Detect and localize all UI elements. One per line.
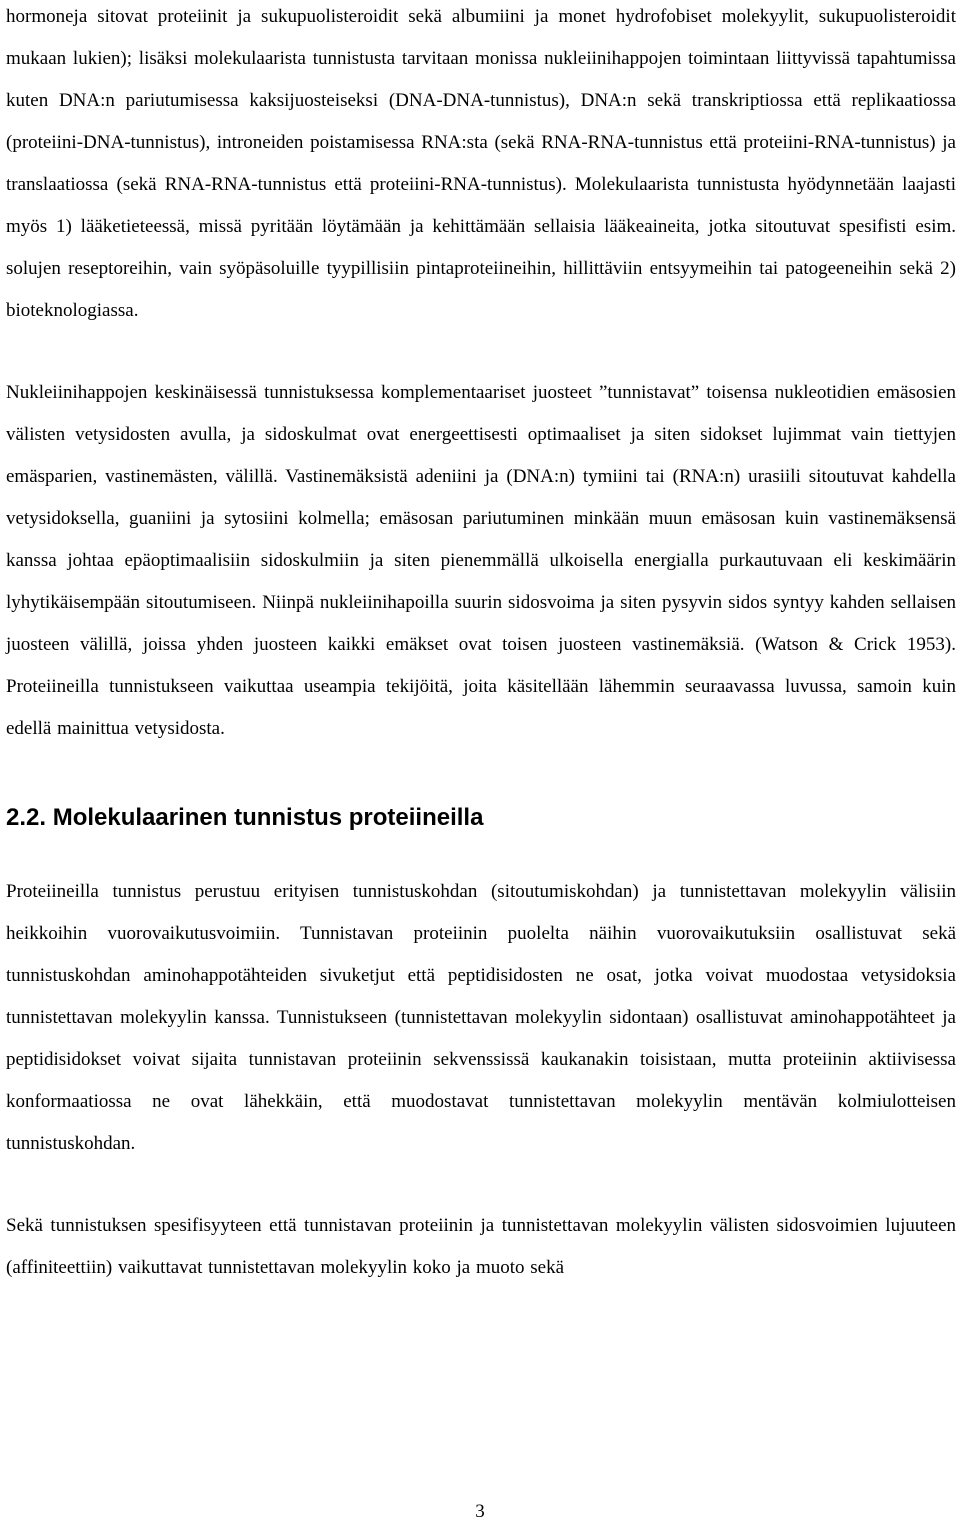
paragraph-3: Proteiineilla tunnistus perustuu erityisen tunnistuskohdan (sitoutumiskohdan) ja tunnistettavan molekyylin välisiin heikkoihin vuorovaikutusvoimiin. Tunnistavan proteiinin puolelta näihin vuorovaikutuksiin osallistuvat sekä tunnistuskohdan aminohappotähteiden sivuketjut että peptidisidosten ne osat, jotka voivat muodostaa vetysidoksia tunnistettavan molekyylin kanssa. Tunnistukseen (tunnistettavan molekyylin sidontaan) osallistuvat aminohappotähteet ja peptidisidokset voivat sijaita tunnistavan proteiinin sekvenssissä kaukanakin toisistaan, mutta proteiinin aktiivisessa konformaatiossa ne ovat lähekkäin, että muodostavat tunnistettavan molekyylin mentävän kolmiulotteisen tunnistuskohdan. [6, 881, 956, 1154]
page-number: 3 [475, 1501, 485, 1522]
section-heading: 2.2. Molekulaarinen tunnistus proteiineilla [6, 804, 484, 831]
document-page [6, 0, 956, 1289]
paragraph-4: Sekä tunnistuksen spesifisyyteen että tunnistavan proteiinin ja tunnistettavan molekyylin välisten sidosvoimien lujuuteen (affiniteettiin) vaikuttavat tunnistettavan molekyylin koko ja muoto sekä [6, 1215, 956, 1278]
paragraph-2: Nukleiinihappojen keskinäisessä tunnistuksessa komplementaariset juosteet ”tunnistavat” toisensa nukleotidien emäsosien välisten vetysidosten avulla, ja sidoskulmat ovat energeettisesti optimaaliset ja siten sidokset lujimmat vain tiettyjen emäsparien, vastinemästen, välillä. Vastinemäksistä adeniini ja (DNA:n) tymiini tai (RNA:n) urasiili sitoutuvat kahdella vetysidoksella, guaniini ja sytosiini kolmella; emäsosan pariutuminen minkään muun emäsosan kuin vastinemäksensä kanssa johtaa epäoptimaalisiin sidoskulmiin ja siten pienemmällä ulkoisella energialla purkautuvaan eli keskimäärin lyhytikäisempään sitoutumiseen. Niinpä nukleiinihapoilla suurin sidosvoima ja siten pysyvin sidos syntyy kahden sellaisen juosteen välillä, joissa yhden juosteen kaikki emäkset ovat toisen juosteen vastinemäksiä. (Watson & Crick 1953). Proteiineilla tunnistukseen vaikuttaa useampia tekijöitä, joita käsitellään lähemmin seuraavassa luvussa, samoin kuin edellä mainittua vetysidosta. [6, 382, 956, 739]
paragraph-1: hormoneja sitovat proteiinit ja sukupuolisteroidit sekä albumiini ja monet hydrofobiset molekyylit, sukupuolisteroidit mukaan lukien); lisäksi molekulaarista tunnistusta tarvitaan monissa nukleiinihappojen toimintaan liittyvissä tapahtumissa kuten DNA:n pariutumisessa kaksijuosteiseksi (DNA-DNA-tunnistus), DNA:n sekä transkriptiossa että replikaatiossa (proteiini-DNA-tunnistus), introneiden poistamisessa RNA:sta (sekä RNA-RNA-tunnistus että proteiini-RNA-tunnistus) ja translaatiossa (sekä RNA-RNA-tunnistus että proteiini-RNA-tunnistus). Molekulaarista tunnistusta hyödynnetään laajasti myös 1) lääketieteessä, missä pyritään löytämään ja kehittämään sellaisia lääkeaineita, jotka sitoutuvat spesifisti esim. solujen reseptoreihin, vain syöpäsoluille tyypillisiin pintaproteiineihin, hillittäviin entsyymeihin tai patogeeneihin sekä 2) bioteknologiassa. [6, 6, 956, 321]
